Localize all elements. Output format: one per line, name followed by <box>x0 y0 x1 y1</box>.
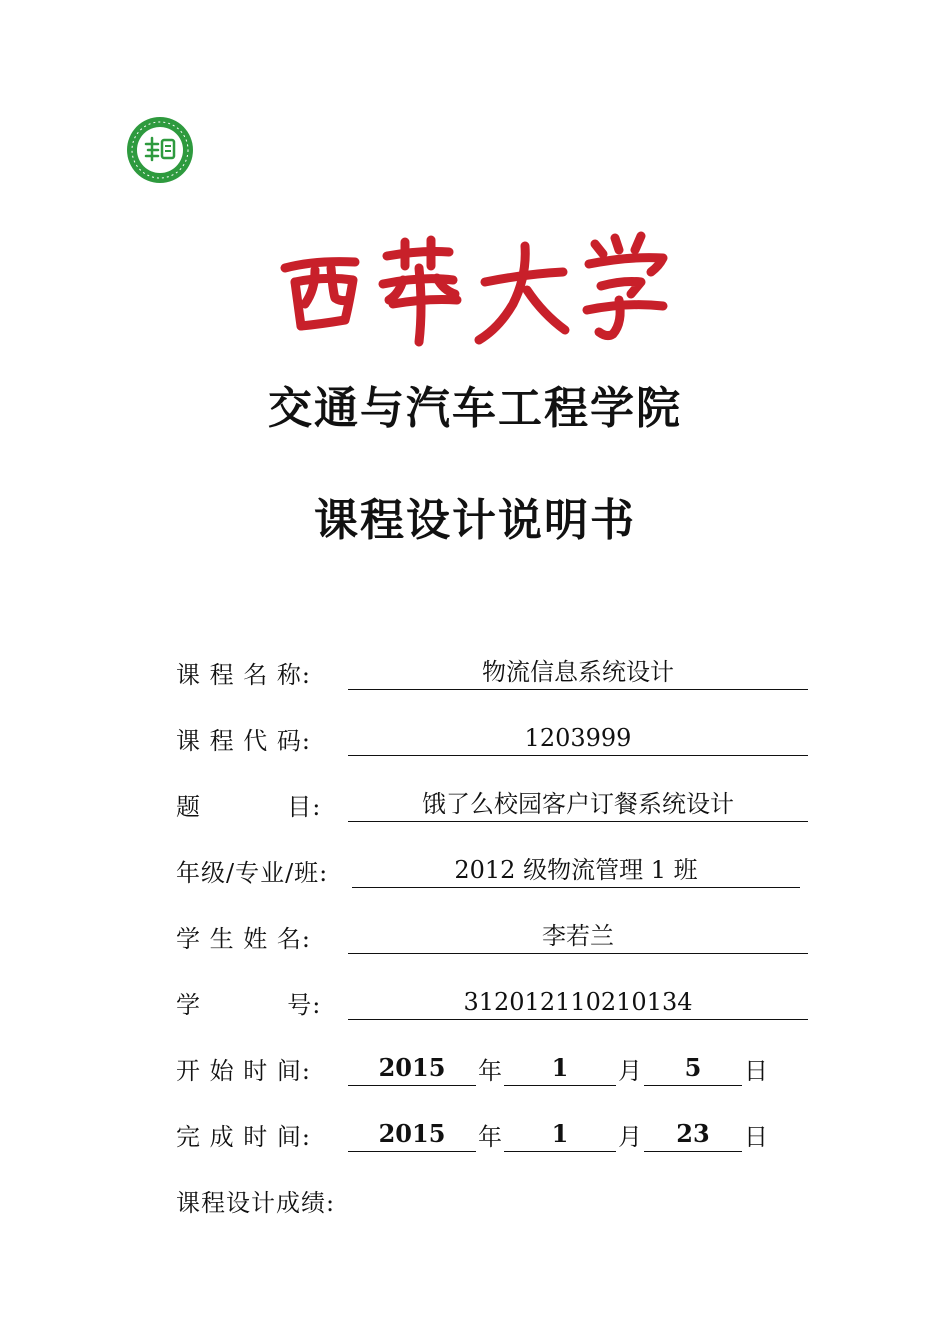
course-name-row <box>176 650 808 690</box>
end-month-unit: 月 <box>618 1123 642 1151</box>
course-name-label: 课 程 名 称: <box>176 661 311 689</box>
class-label: 年级/专业/班: <box>176 859 329 887</box>
start-month: 1 <box>504 1051 616 1086</box>
start-month-unit: 月 <box>618 1057 642 1085</box>
start-year: 2015 <box>348 1051 476 1086</box>
course-code-value: 1203999 <box>348 721 808 756</box>
course-code-row <box>176 716 808 756</box>
student-id-label: 学 号: <box>176 991 322 1019</box>
course-code-label: 课 程 代 码: <box>176 727 311 755</box>
topic-row <box>176 782 808 822</box>
calligraphy-icon <box>275 220 675 350</box>
end-date-row <box>176 1112 770 1152</box>
grade-label: 课程设计成绩: <box>176 1189 336 1217</box>
end-day: 23 <box>644 1117 742 1152</box>
start-day-unit: 日 <box>744 1057 768 1085</box>
start-day: 5 <box>644 1051 742 1086</box>
end-month: 1 <box>504 1117 616 1152</box>
college-name: 交通与汽车工程学院 <box>268 383 682 434</box>
university-logo-icon <box>126 116 194 184</box>
student-id-row <box>176 980 808 1020</box>
end-year-unit: 年 <box>478 1123 502 1151</box>
student-name-label: 学 生 姓 名: <box>176 925 311 953</box>
start-date-row <box>176 1046 770 1086</box>
topic-value: 饿了么校园客户订餐系统设计 <box>348 787 808 822</box>
end-date-label: 完 成 时 间: <box>176 1123 311 1151</box>
start-date-label: 开 始 时 间: <box>176 1057 311 1085</box>
start-year-unit: 年 <box>478 1057 502 1085</box>
grade-row <box>176 1178 348 1218</box>
end-day-unit: 日 <box>744 1123 768 1151</box>
class-row <box>176 848 800 888</box>
class-value: 2012 级物流管理 1 班 <box>352 853 800 888</box>
document-title: 课程设计说明书 <box>314 495 636 546</box>
course-name-value: 物流信息系统设计 <box>348 655 808 690</box>
student-id-value: 312012110210134 <box>348 985 808 1020</box>
university-calligraphy <box>0 220 950 350</box>
end-year: 2015 <box>348 1117 476 1152</box>
student-name-value: 李若兰 <box>348 919 808 954</box>
student-name-row <box>176 914 808 954</box>
topic-label: 题 目: <box>176 793 322 821</box>
